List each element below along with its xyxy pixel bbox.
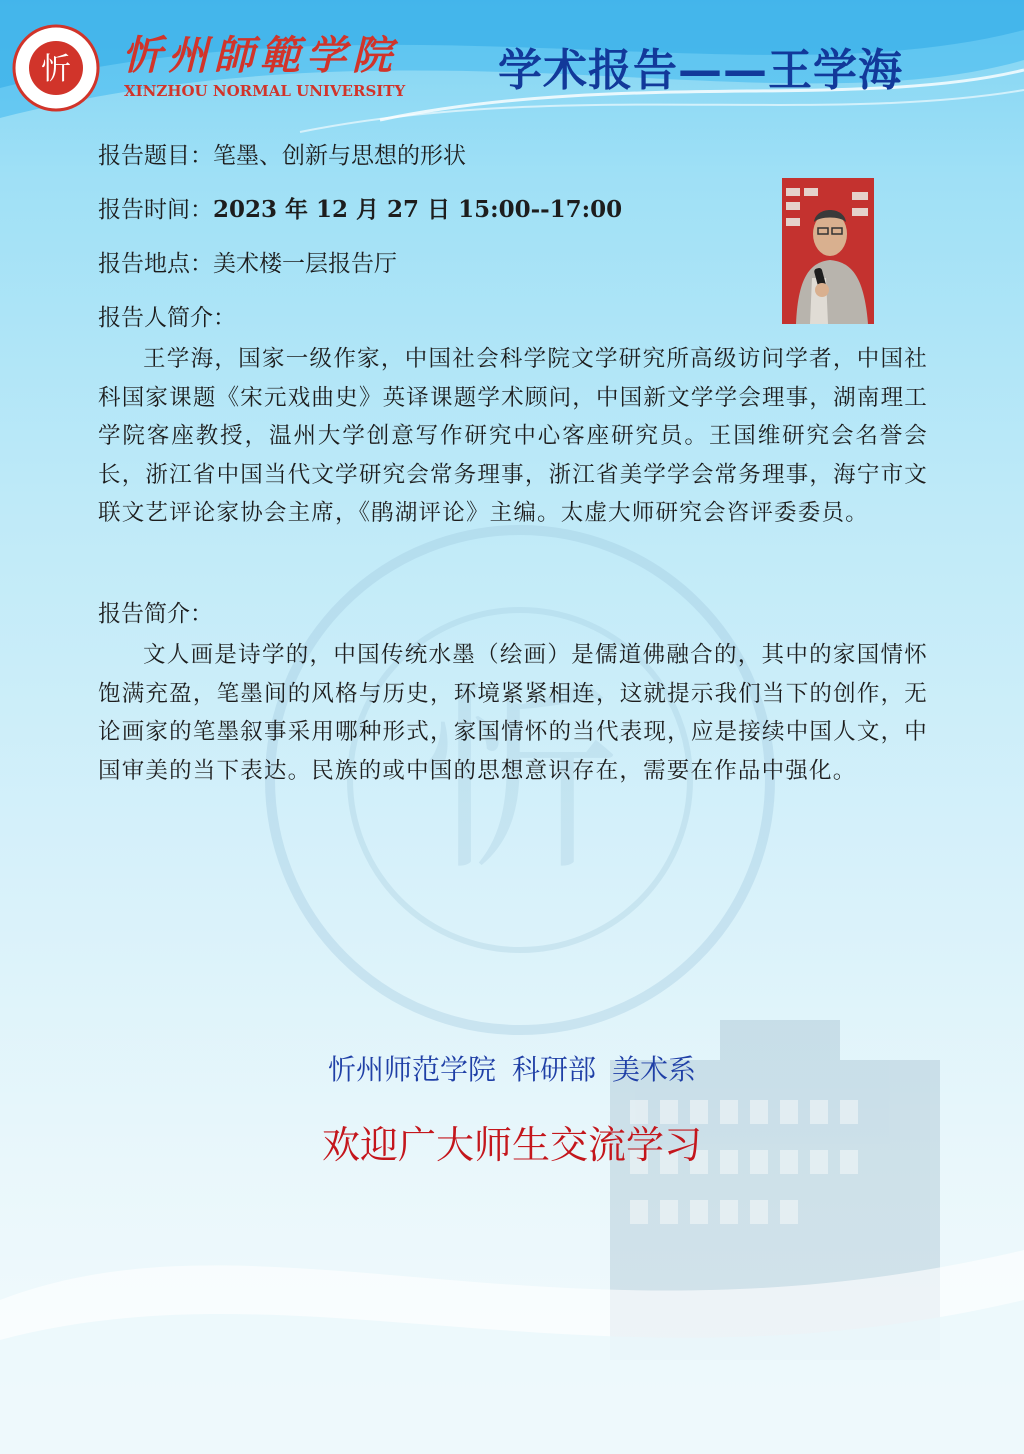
organizer-art-department: 美术系 (612, 1053, 697, 1086)
info-place (98, 245, 397, 278)
school-name-chinese: 忻州師範学院 (122, 32, 398, 79)
organizer-research-office: 科研部 (511, 1053, 596, 1086)
place-label: 报告地点： (98, 251, 213, 277)
info-topic (98, 137, 466, 170)
report-abstract-heading: 报告简介： (98, 601, 213, 627)
place-value: 美术楼一层报告厅 (213, 251, 397, 277)
time-value: 2023 年 12 月 27 日 15:00--17:00 (213, 196, 623, 223)
poster-title: 学术报告——王学海 (498, 45, 903, 96)
speaker-bio-text: 王学海，国家一级作家，中国社会科学院文学研究所高级访问学者，中国社科国家课题《宋元戏曲史》英译课题学术顾问，中国新文学学会理事，湖南理工学院客座教授，温州大学创意写作研究中心客座研究员。王国维研究会名誉会长，浙江省中国当代文学研究会常务理事，浙江省美学学会常务理事，海宁市文联文艺评论家协会主席，《鹃湖评论》主编。太虚大师研究会咨评委委员。 (98, 346, 928, 526)
speaker-bio-heading: 报告人简介： (98, 305, 236, 331)
organizer-university: 忻州师范学院 (327, 1053, 496, 1086)
school-name-english: XINZHOU NORMAL UNIVERSITY (124, 82, 406, 100)
info-time (98, 191, 622, 224)
university-logo-seal (12, 24, 100, 112)
speaker-photo (782, 178, 874, 324)
svg-text:忻: 忻 (419, 665, 621, 898)
report-abstract-text: 文人画是诗学的，中国传统水墨（绘画）是儒道佛融合的，其中的家国情怀饱满充盈，笔墨间的风格与历史，环境紧紧相连，这就提示我们当下的创作，无论画家的笔墨叙事采用哪种形式，家国情怀的当代表现，应是接续中国人文，中国审美的当下表达。民族的或中国的思想意识存在，需要在作品中强化。 (98, 642, 928, 784)
topic-label: 报告题目： (98, 143, 213, 169)
svg-text:忻: 忻 (41, 52, 71, 87)
topic-value: 笔墨、创新与思想的形状 (213, 143, 466, 169)
welcome-message: 欢迎广大师生交流学习 (321, 1123, 702, 1167)
time-label: 报告时间： (98, 197, 213, 223)
organizer-line (0, 1048, 1024, 1088)
